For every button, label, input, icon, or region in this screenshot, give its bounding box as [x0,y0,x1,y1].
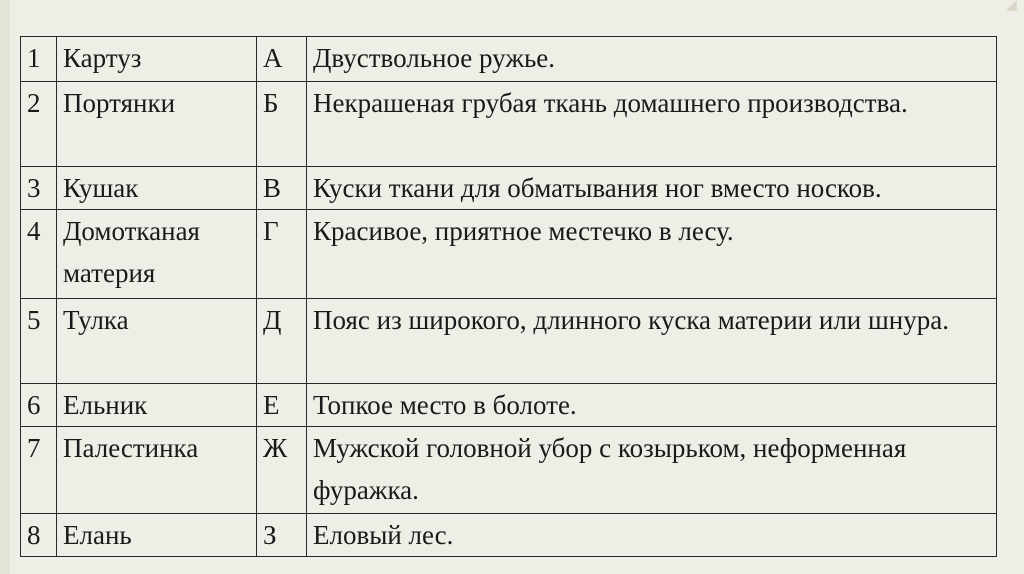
definition-cell: Двуствольное ружье. [307,37,997,82]
table-row [21,427,997,514]
term-cell: Картуз [57,37,257,82]
term-cell: Домотканая материя [57,210,257,299]
table-row [21,167,997,210]
term-cell: Портянки [57,82,257,167]
row-number: 2 [21,82,57,167]
table-row [21,299,997,384]
table-row [21,384,997,427]
row-number: 6 [21,384,57,427]
term-cell: Ельник [57,384,257,427]
letter-cell: Ж [257,427,307,514]
definition-cell: Куски ткани для обматывания ног вместо носков. [307,167,997,210]
letter-cell: А [257,37,307,82]
row-number: 4 [21,210,57,299]
letter-cell: В [257,167,307,210]
slide-left-edge [0,0,10,574]
row-number: 7 [21,427,57,514]
table-row [21,514,997,557]
definition-cell: Пояс из широкого, длинного куска материи или шнура. [307,299,997,384]
matching-table [20,36,997,557]
row-number: 5 [21,299,57,384]
term-cell: Кушак [57,167,257,210]
definition-cell: Еловый лес. [307,514,997,557]
letter-cell: З [257,514,307,557]
row-number: 1 [21,37,57,82]
term-cell: Елань [57,514,257,557]
letter-cell: Г [257,210,307,299]
table-row [21,82,997,167]
term-cell: Палестинка [57,427,257,514]
term-cell: Тулка [57,299,257,384]
table-row [21,210,997,299]
letter-cell: Е [257,384,307,427]
definition-cell: Некрашеная грубая ткань домашнего производства. [307,82,997,167]
row-number: 3 [21,167,57,210]
definition-cell: Мужской головной убор с козырьком, неформенная фуражка. [307,427,997,514]
letter-cell: Д [257,299,307,384]
table-row [21,37,997,82]
definition-cell: Топкое место в болоте. [307,384,997,427]
slide-corner-mark: ◢ [1006,0,1017,13]
definition-cell: Красивое, приятное местечко в лесу. [307,210,997,299]
letter-cell: Б [257,82,307,167]
row-number: 8 [21,514,57,557]
